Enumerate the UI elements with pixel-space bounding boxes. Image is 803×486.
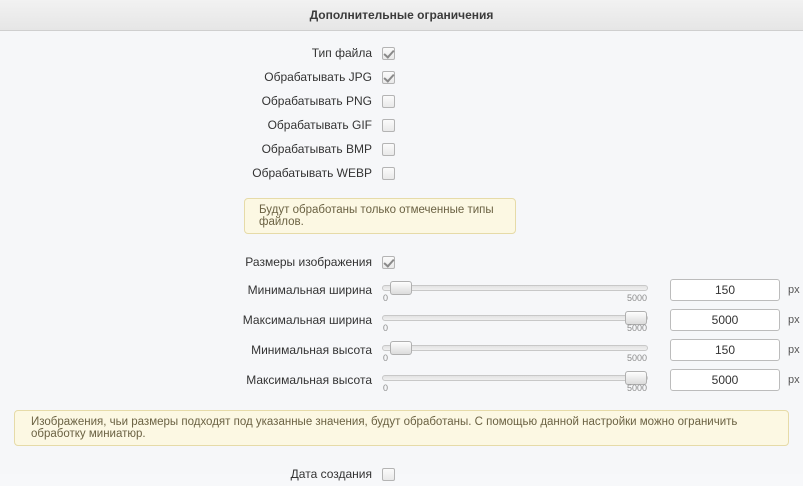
label-creation-date: Дата создания [290, 467, 372, 481]
slider-min-label-max-width: 0 [383, 323, 389, 333]
slider-track-max-width[interactable] [382, 315, 648, 321]
label-max-width: Максимальная ширина [242, 313, 372, 327]
slider-min-label-max-height: 0 [383, 383, 389, 393]
label-file-type: Тип файла [311, 46, 372, 60]
slider-max-label-min-width: 5000 [626, 293, 647, 303]
slider-handle-min-height[interactable] [390, 341, 412, 355]
filetype-rows [0, 41, 803, 185]
checkbox-process-webp[interactable] [382, 167, 395, 180]
slider-min-width[interactable] [382, 278, 648, 302]
label-process-bmp: Обрабатывать BMP [261, 142, 372, 156]
filetype-note [244, 198, 516, 234]
slider-max-width[interactable] [382, 308, 648, 332]
checkbox-process-gif[interactable] [382, 119, 395, 132]
slider-max-label-min-height: 5000 [626, 353, 647, 363]
checkbox-file-type[interactable] [382, 47, 395, 60]
label-process-gif: Обрабатывать GIF [267, 118, 372, 132]
row-max-width [0, 308, 803, 332]
input-max-width[interactable] [670, 309, 780, 331]
slider-handle-min-width[interactable] [390, 281, 412, 295]
slider-max-label-max-height: 5000 [626, 383, 647, 393]
input-min-height[interactable] [670, 339, 780, 361]
checkbox-process-jpg[interactable] [382, 71, 395, 84]
slider-min-height[interactable] [382, 338, 648, 362]
row-creation-date [0, 462, 803, 486]
checkbox-process-bmp[interactable] [382, 143, 395, 156]
slider-track-max-height[interactable] [382, 375, 648, 381]
panel-header [0, 0, 803, 31]
row-min-height [0, 338, 803, 362]
label-process-webp: Обрабатывать WEBP [252, 166, 372, 180]
row-process-jpg [0, 65, 803, 89]
size-note-text: Изображения, чьи размеры подходят под указанные значения, будут обработаны. С помощью данной настройки можно ограничить обработку миниатюр. [31, 416, 738, 440]
unit-min-height: px [788, 344, 800, 356]
input-min-width[interactable] [670, 279, 780, 301]
page-title: Дополнительные ограничения [309, 8, 494, 22]
label-min-height: Минимальная высота [251, 343, 372, 357]
checkbox-process-png[interactable] [382, 95, 395, 108]
unit-max-width: px [788, 314, 800, 326]
slider-min-label-min-height: 0 [383, 353, 389, 363]
slider-max-height[interactable] [382, 368, 648, 392]
input-max-height[interactable] [670, 369, 780, 391]
row-process-webp [0, 161, 803, 185]
label-process-jpg: Обрабатывать JPG [264, 70, 372, 84]
row-process-bmp [0, 137, 803, 161]
label-min-width: Минимальная ширина [247, 283, 372, 297]
row-process-gif [0, 113, 803, 137]
slider-track-min-width[interactable] [382, 285, 648, 291]
slider-track-min-height[interactable] [382, 345, 648, 351]
unit-max-height: px [788, 374, 800, 386]
row-process-png [0, 89, 803, 113]
label-max-height: Максимальная высота [246, 373, 372, 387]
size-note [14, 410, 789, 446]
row-image-sizes [0, 250, 803, 274]
row-max-height [0, 368, 803, 392]
row-min-width [0, 278, 803, 302]
checkbox-creation-date[interactable] [382, 468, 395, 481]
slider-min-label-min-width: 0 [383, 293, 389, 303]
label-image-sizes: Размеры изображения [245, 255, 372, 269]
unit-min-width: px [788, 284, 800, 296]
filetype-note-text: Будут обработаны только отмеченные типы файлов. [259, 204, 494, 228]
row-file-type [0, 41, 803, 65]
checkbox-image-sizes[interactable] [382, 256, 395, 269]
slider-max-label-max-width: 5000 [626, 323, 647, 333]
label-process-png: Обрабатывать PNG [261, 94, 372, 108]
